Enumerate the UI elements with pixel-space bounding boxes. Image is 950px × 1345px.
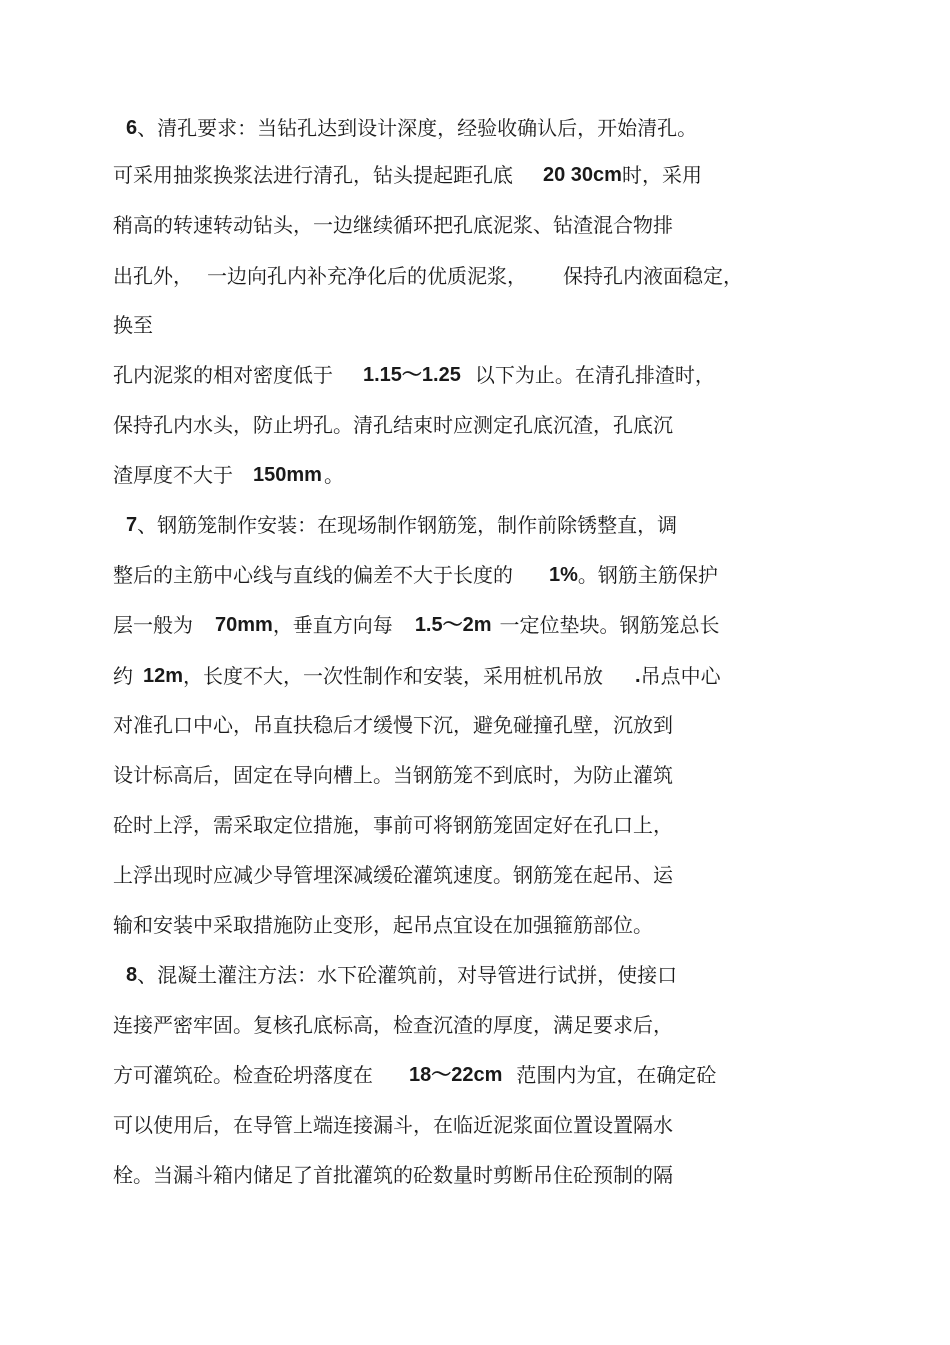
text-line bbox=[113, 1110, 673, 1140]
text-segment: 一边向孔内补充净化后的优质泥浆， bbox=[207, 264, 527, 288]
text-line bbox=[113, 860, 673, 890]
text-line bbox=[113, 160, 702, 190]
text-segment: 连接严密牢固。复核孔底标高，检查沉渣的厚度，满足要求后， bbox=[113, 1013, 673, 1037]
text-segment: 对准孔口中心，吊直扶稳后才缓慢下沉，避免碰撞孔壁，沉放到 bbox=[113, 713, 673, 737]
bold-value: 18～22cm bbox=[409, 1064, 503, 1086]
text-segment: 整后的主筋中心线与直线的偏差不大于长度的 bbox=[113, 563, 513, 587]
text-segment: 。钢筋主筋保护 bbox=[577, 563, 718, 587]
bold-value: . bbox=[635, 665, 641, 687]
text-segment: 方可灌筑砼。检查砼坍落度在 bbox=[113, 1063, 373, 1087]
text-line bbox=[113, 360, 715, 390]
text-line bbox=[126, 510, 677, 540]
bold-value: 6 bbox=[126, 117, 138, 139]
text-segment: 稍高的转速转动钻头，一边继续循环把孔底泥浆、钻渣混合物排 bbox=[113, 213, 673, 237]
text-segment: 保持孔内液面稳定， bbox=[563, 264, 743, 288]
text-segment: 层一般为 bbox=[113, 613, 193, 637]
text-segment: 渣厚度不大于 bbox=[113, 463, 233, 487]
text-segment: 以下为止。在清孔排渣时， bbox=[474, 363, 715, 387]
text-segment: 出孔外， bbox=[113, 264, 193, 288]
bold-value: 8 bbox=[126, 964, 138, 986]
text-segment: 孔内泥浆的相对密度低于 bbox=[113, 363, 333, 387]
text-line bbox=[113, 810, 673, 840]
text-line bbox=[113, 710, 673, 740]
text-line bbox=[113, 460, 344, 490]
text-segment: 、钢筋笼制作安装：在现场制作钢筋笼，制作前除锈整直，调 bbox=[137, 513, 678, 537]
text-segment: 、清孔要求：当钻孔达到设计深度，经验收确认后，开始清孔。 bbox=[137, 116, 698, 140]
text-segment: 范围内为宜，在确定砼 bbox=[516, 1063, 717, 1087]
text-segment: 。 bbox=[323, 463, 344, 487]
text-segment: 吊点中心 bbox=[640, 664, 721, 688]
text-segment: ，长度不大，一次性制作和安装，采用桩机吊放 bbox=[183, 664, 604, 688]
bold-value: 20 30cm bbox=[543, 164, 622, 186]
bold-value: 1% bbox=[549, 564, 578, 586]
text-line bbox=[113, 1160, 673, 1190]
text-line bbox=[113, 410, 673, 440]
text-segment: 设计标高后，固定在导向槽上。当钢筋笼不到底时，为防止灌筑 bbox=[113, 763, 673, 787]
text-segment: ，垂直方向每 bbox=[272, 613, 393, 637]
bold-value: 1.5～2m bbox=[414, 614, 492, 636]
text-line bbox=[113, 661, 721, 691]
text-line bbox=[113, 1060, 716, 1090]
text-segment: 、混凝土灌注方法：水下砼灌筑前，对导管进行试拼，使接口 bbox=[137, 963, 678, 987]
text-segment: 一定位垫块。钢筋笼总长 bbox=[499, 613, 720, 637]
text-line bbox=[113, 610, 720, 640]
text-segment: 砼时上浮，需采取定位措施，事前可将钢筋笼固定好在孔口上， bbox=[113, 813, 673, 837]
text-line bbox=[113, 1010, 673, 1040]
text-line bbox=[113, 760, 673, 790]
text-line bbox=[113, 310, 153, 340]
bold-value: 12m bbox=[143, 665, 184, 687]
text-segment: 上浮出现时应减少导管埋深减缓砼灌筑速度。钢筋笼在起吊、运 bbox=[113, 863, 673, 887]
text-segment: 时，采用 bbox=[621, 163, 702, 187]
text-segment: 可采用抽浆换浆法进行清孔，钻头提起距孔底 bbox=[113, 163, 513, 187]
text-line bbox=[113, 910, 653, 940]
text-segment: 栓。当漏斗箱内储足了首批灌筑的砼数量时剪断吊住砼预制的隔 bbox=[113, 1163, 673, 1187]
text-segment: 约 bbox=[113, 664, 133, 688]
bold-value: 70mm bbox=[215, 614, 273, 636]
text-segment: 保持孔内水头，防止坍孔。清孔结束时应测定孔底沉渣，孔底沉 bbox=[113, 413, 673, 437]
text-line bbox=[113, 560, 718, 590]
bold-value: 150mm bbox=[253, 464, 322, 486]
bold-value: 7 bbox=[126, 514, 138, 536]
text-line bbox=[126, 113, 697, 143]
text-segment: 换至 bbox=[113, 313, 153, 337]
text-line bbox=[113, 210, 673, 240]
text-line bbox=[126, 960, 677, 990]
text-line bbox=[113, 261, 743, 291]
text-segment: 输和安装中采取措施防止变形，起吊点宜设在加强箍筋部位。 bbox=[113, 913, 653, 937]
text-segment: 可以使用后，在导管上端连接漏斗，在临近泥浆面位置设置隔水 bbox=[113, 1113, 673, 1137]
bold-value: 1.15～1.25 bbox=[363, 364, 461, 386]
